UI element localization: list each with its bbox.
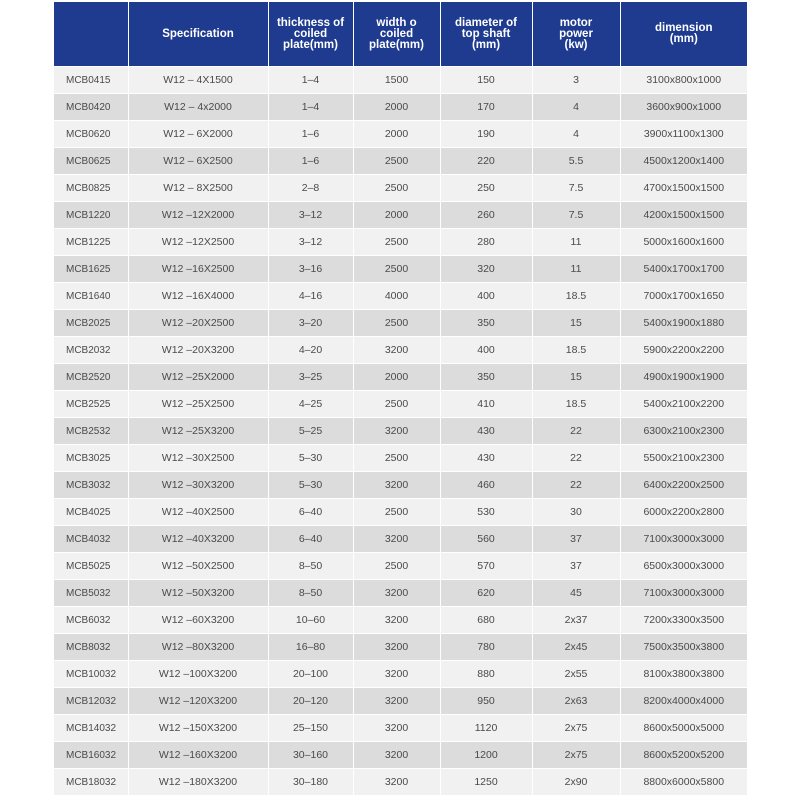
width-cell: 2500 [353,499,440,526]
dimension-cell: 6000x2200x2800 [620,499,747,526]
model-cell: MCB12032 [54,688,128,715]
header-thickness: thickness of coiled plate(mm) [268,2,353,67]
model-cell: MCB2032 [54,337,128,364]
diameter-cell: 430 [440,445,532,472]
specification-cell: W12 –12X2500 [128,229,268,256]
thickness-cell: 8–50 [268,553,353,580]
motor-power-cell: 4 [532,94,620,121]
diameter-cell: 220 [440,148,532,175]
width-cell: 3200 [353,418,440,445]
thickness-cell: 3–16 [268,256,353,283]
specification-cell: W12 – 6X2000 [128,121,268,148]
table-row [54,526,747,553]
model-cell: MCB10032 [54,661,128,688]
diameter-cell: 950 [440,688,532,715]
table-row [54,418,747,445]
dimension-cell: 4500x1200x1400 [620,148,747,175]
specification-cell: W12 –30X2500 [128,445,268,472]
model-cell: MCB0415 [54,67,128,94]
diameter-cell: 410 [440,391,532,418]
header-width: width o coiled plate(mm) [353,2,440,67]
dimension-cell: 7000x1700x1650 [620,283,747,310]
diameter-cell: 260 [440,202,532,229]
motor-power-cell: 2x63 [532,688,620,715]
width-cell: 2000 [353,94,440,121]
thickness-cell: 5–30 [268,445,353,472]
model-cell: MCB2525 [54,391,128,418]
width-cell: 3200 [353,661,440,688]
thickness-cell: 4–16 [268,283,353,310]
thickness-cell: 1–4 [268,67,353,94]
table-row [54,742,747,769]
table-row [54,67,747,94]
diameter-cell: 190 [440,121,532,148]
dimension-cell: 8600x5200x5200 [620,742,747,769]
dimension-cell: 5400x2100x2200 [620,391,747,418]
width-cell: 3200 [353,769,440,796]
dimension-cell: 8800x6000x5800 [620,769,747,796]
motor-power-cell: 2x75 [532,742,620,769]
table-row [54,310,747,337]
diameter-cell: 250 [440,175,532,202]
motor-power-cell: 15 [532,364,620,391]
diameter-cell: 1200 [440,742,532,769]
specification-cell: W12 –25X3200 [128,418,268,445]
diameter-cell: 430 [440,418,532,445]
dimension-cell: 5400x1700x1700 [620,256,747,283]
table-row [54,553,747,580]
motor-power-cell: 18.5 [532,283,620,310]
width-cell: 2500 [353,445,440,472]
model-cell: MCB1225 [54,229,128,256]
model-cell: MCB6032 [54,607,128,634]
dimension-cell: 5900x2200x2200 [620,337,747,364]
width-cell: 3200 [353,580,440,607]
dimension-cell: 4700x1500x1500 [620,175,747,202]
model-cell: MCB2025 [54,310,128,337]
dimension-cell: 7500x3500x3800 [620,634,747,661]
table-row [54,661,747,688]
diameter-cell: 460 [440,472,532,499]
width-cell: 2500 [353,175,440,202]
model-cell: MCB0825 [54,175,128,202]
table-row [54,337,747,364]
specification-cell: W12 –150X3200 [128,715,268,742]
motor-power-cell: 2x90 [532,769,620,796]
table-header-row [54,2,747,67]
header-diameter: diameter of top shaft (mm) [440,2,532,67]
model-cell: MCB4025 [54,499,128,526]
table-row [54,229,747,256]
motor-power-cell: 45 [532,580,620,607]
motor-power-cell: 15 [532,310,620,337]
specification-cell: W12 –120X3200 [128,688,268,715]
table-row [54,283,747,310]
thickness-cell: 6–40 [268,499,353,526]
width-cell: 3200 [353,526,440,553]
table-row [54,148,747,175]
table-row [54,499,747,526]
specification-cell: W12 –160X3200 [128,742,268,769]
table-row [54,472,747,499]
width-cell: 1500 [353,67,440,94]
width-cell: 2000 [353,364,440,391]
width-cell: 2000 [353,202,440,229]
specification-cell: W12 –25X2500 [128,391,268,418]
dimension-cell: 4900x1900x1900 [620,364,747,391]
table-row [54,634,747,661]
specification-cell: W12 –20X2500 [128,310,268,337]
diameter-cell: 280 [440,229,532,256]
specification-cell: W12 –60X3200 [128,607,268,634]
thickness-cell: 30–180 [268,769,353,796]
specification-cell: W12 – 4X1500 [128,67,268,94]
motor-power-cell: 22 [532,418,620,445]
thickness-cell: 1–4 [268,94,353,121]
header-model [54,2,128,67]
specification-cell: W12 –40X2500 [128,499,268,526]
model-cell: MCB5025 [54,553,128,580]
width-cell: 3200 [353,688,440,715]
thickness-cell: 20–100 [268,661,353,688]
motor-power-cell: 18.5 [532,337,620,364]
diameter-cell: 1120 [440,715,532,742]
model-cell: MCB8032 [54,634,128,661]
thickness-cell: 25–150 [268,715,353,742]
specification-cell: W12 –50X2500 [128,553,268,580]
specification-table [54,2,747,796]
width-cell: 2500 [353,256,440,283]
specification-cell: W12 –16X4000 [128,283,268,310]
thickness-cell: 3–20 [268,310,353,337]
thickness-cell: 3–12 [268,202,353,229]
thickness-cell: 2–8 [268,175,353,202]
header-motor-power: motor power (kw) [532,2,620,67]
motor-power-cell: 37 [532,526,620,553]
thickness-cell: 1–6 [268,121,353,148]
width-cell: 2500 [353,310,440,337]
width-cell: 2500 [353,553,440,580]
width-cell: 3200 [353,472,440,499]
specification-cell: W12 –16X2500 [128,256,268,283]
diameter-cell: 680 [440,607,532,634]
specification-cell: W12 –50X3200 [128,580,268,607]
thickness-cell: 4–25 [268,391,353,418]
diameter-cell: 150 [440,67,532,94]
dimension-cell: 8100x3800x3800 [620,661,747,688]
diameter-cell: 570 [440,553,532,580]
width-cell: 4000 [353,283,440,310]
specification-cell: W12 –12X2000 [128,202,268,229]
thickness-cell: 10–60 [268,607,353,634]
model-cell: MCB0420 [54,94,128,121]
width-cell: 3200 [353,742,440,769]
motor-power-cell: 2x45 [532,634,620,661]
dimension-cell: 7200x3300x3500 [620,607,747,634]
specification-cell: W12 –25X2000 [128,364,268,391]
motor-power-cell: 37 [532,553,620,580]
header-dimension: dimension (mm) [620,2,747,67]
table-row [54,94,747,121]
model-cell: MCB18032 [54,769,128,796]
specification-cell: W12 –30X3200 [128,472,268,499]
thickness-cell: 5–25 [268,418,353,445]
table-row [54,688,747,715]
model-cell: MCB1640 [54,283,128,310]
diameter-cell: 170 [440,94,532,121]
table-row [54,607,747,634]
thickness-cell: 4–20 [268,337,353,364]
thickness-cell: 30–160 [268,742,353,769]
model-cell: MCB5032 [54,580,128,607]
table-row [54,391,747,418]
width-cell: 3200 [353,715,440,742]
dimension-cell: 5000x1600x1600 [620,229,747,256]
diameter-cell: 880 [440,661,532,688]
thickness-cell: 3–12 [268,229,353,256]
width-cell: 3200 [353,337,440,364]
motor-power-cell: 11 [532,256,620,283]
dimension-cell: 3100x800x1000 [620,67,747,94]
motor-power-cell: 2x55 [532,661,620,688]
dimension-cell: 3900x1100x1300 [620,121,747,148]
width-cell: 3200 [353,634,440,661]
diameter-cell: 400 [440,283,532,310]
specification-cell: W12 –180X3200 [128,769,268,796]
model-cell: MCB2520 [54,364,128,391]
diameter-cell: 320 [440,256,532,283]
motor-power-cell: 22 [532,445,620,472]
table-row [54,769,747,796]
thickness-cell: 1–6 [268,148,353,175]
dimension-cell: 5500x2100x2300 [620,445,747,472]
thickness-cell: 5–30 [268,472,353,499]
model-cell: MCB0625 [54,148,128,175]
diameter-cell: 620 [440,580,532,607]
table-row [54,202,747,229]
motor-power-cell: 2x75 [532,715,620,742]
dimension-cell: 7100x3000x3000 [620,580,747,607]
dimension-cell: 7100x3000x3000 [620,526,747,553]
table-row [54,715,747,742]
specification-cell: W12 –80X3200 [128,634,268,661]
diameter-cell: 530 [440,499,532,526]
width-cell: 2500 [353,391,440,418]
thickness-cell: 20–120 [268,688,353,715]
width-cell: 2500 [353,229,440,256]
dimension-cell: 6400x2200x2500 [620,472,747,499]
diameter-cell: 350 [440,310,532,337]
table-row [54,175,747,202]
specification-cell: W12 –100X3200 [128,661,268,688]
table-row [54,364,747,391]
dimension-cell: 8200x4000x4000 [620,688,747,715]
model-cell: MCB2532 [54,418,128,445]
dimension-cell: 8600x5000x5000 [620,715,747,742]
model-cell: MCB14032 [54,715,128,742]
model-cell: MCB16032 [54,742,128,769]
diameter-cell: 780 [440,634,532,661]
motor-power-cell: 2x37 [532,607,620,634]
motor-power-cell: 3 [532,67,620,94]
diameter-cell: 1250 [440,769,532,796]
thickness-cell: 16–80 [268,634,353,661]
table-row [54,256,747,283]
model-cell: MCB0620 [54,121,128,148]
model-cell: MCB4032 [54,526,128,553]
table-body [54,67,747,796]
dimension-cell: 4200x1500x1500 [620,202,747,229]
specification-cell: W12 – 4x2000 [128,94,268,121]
motor-power-cell: 22 [532,472,620,499]
motor-power-cell: 7.5 [532,202,620,229]
model-cell: MCB3025 [54,445,128,472]
model-cell: MCB3032 [54,472,128,499]
motor-power-cell: 4 [532,121,620,148]
dimension-cell: 6300x2100x2300 [620,418,747,445]
motor-power-cell: 5.5 [532,148,620,175]
specification-cell: W12 –20X3200 [128,337,268,364]
table-row [54,121,747,148]
diameter-cell: 560 [440,526,532,553]
diameter-cell: 400 [440,337,532,364]
model-cell: MCB1220 [54,202,128,229]
motor-power-cell: 11 [532,229,620,256]
motor-power-cell: 18.5 [532,391,620,418]
thickness-cell: 3–25 [268,364,353,391]
width-cell: 2500 [353,148,440,175]
header-specification: Specification [128,2,268,67]
width-cell: 2000 [353,121,440,148]
dimension-cell: 3600x900x1000 [620,94,747,121]
table-row [54,445,747,472]
specification-cell: W12 – 8X2500 [128,175,268,202]
motor-power-cell: 7.5 [532,175,620,202]
diameter-cell: 350 [440,364,532,391]
dimension-cell: 6500x3000x3000 [620,553,747,580]
dimension-cell: 5400x1900x1880 [620,310,747,337]
table-row [54,580,747,607]
motor-power-cell: 30 [532,499,620,526]
specification-cell: W12 – 6X2500 [128,148,268,175]
model-cell: MCB1625 [54,256,128,283]
specification-cell: W12 –40X3200 [128,526,268,553]
width-cell: 3200 [353,607,440,634]
thickness-cell: 8–50 [268,580,353,607]
thickness-cell: 6–40 [268,526,353,553]
